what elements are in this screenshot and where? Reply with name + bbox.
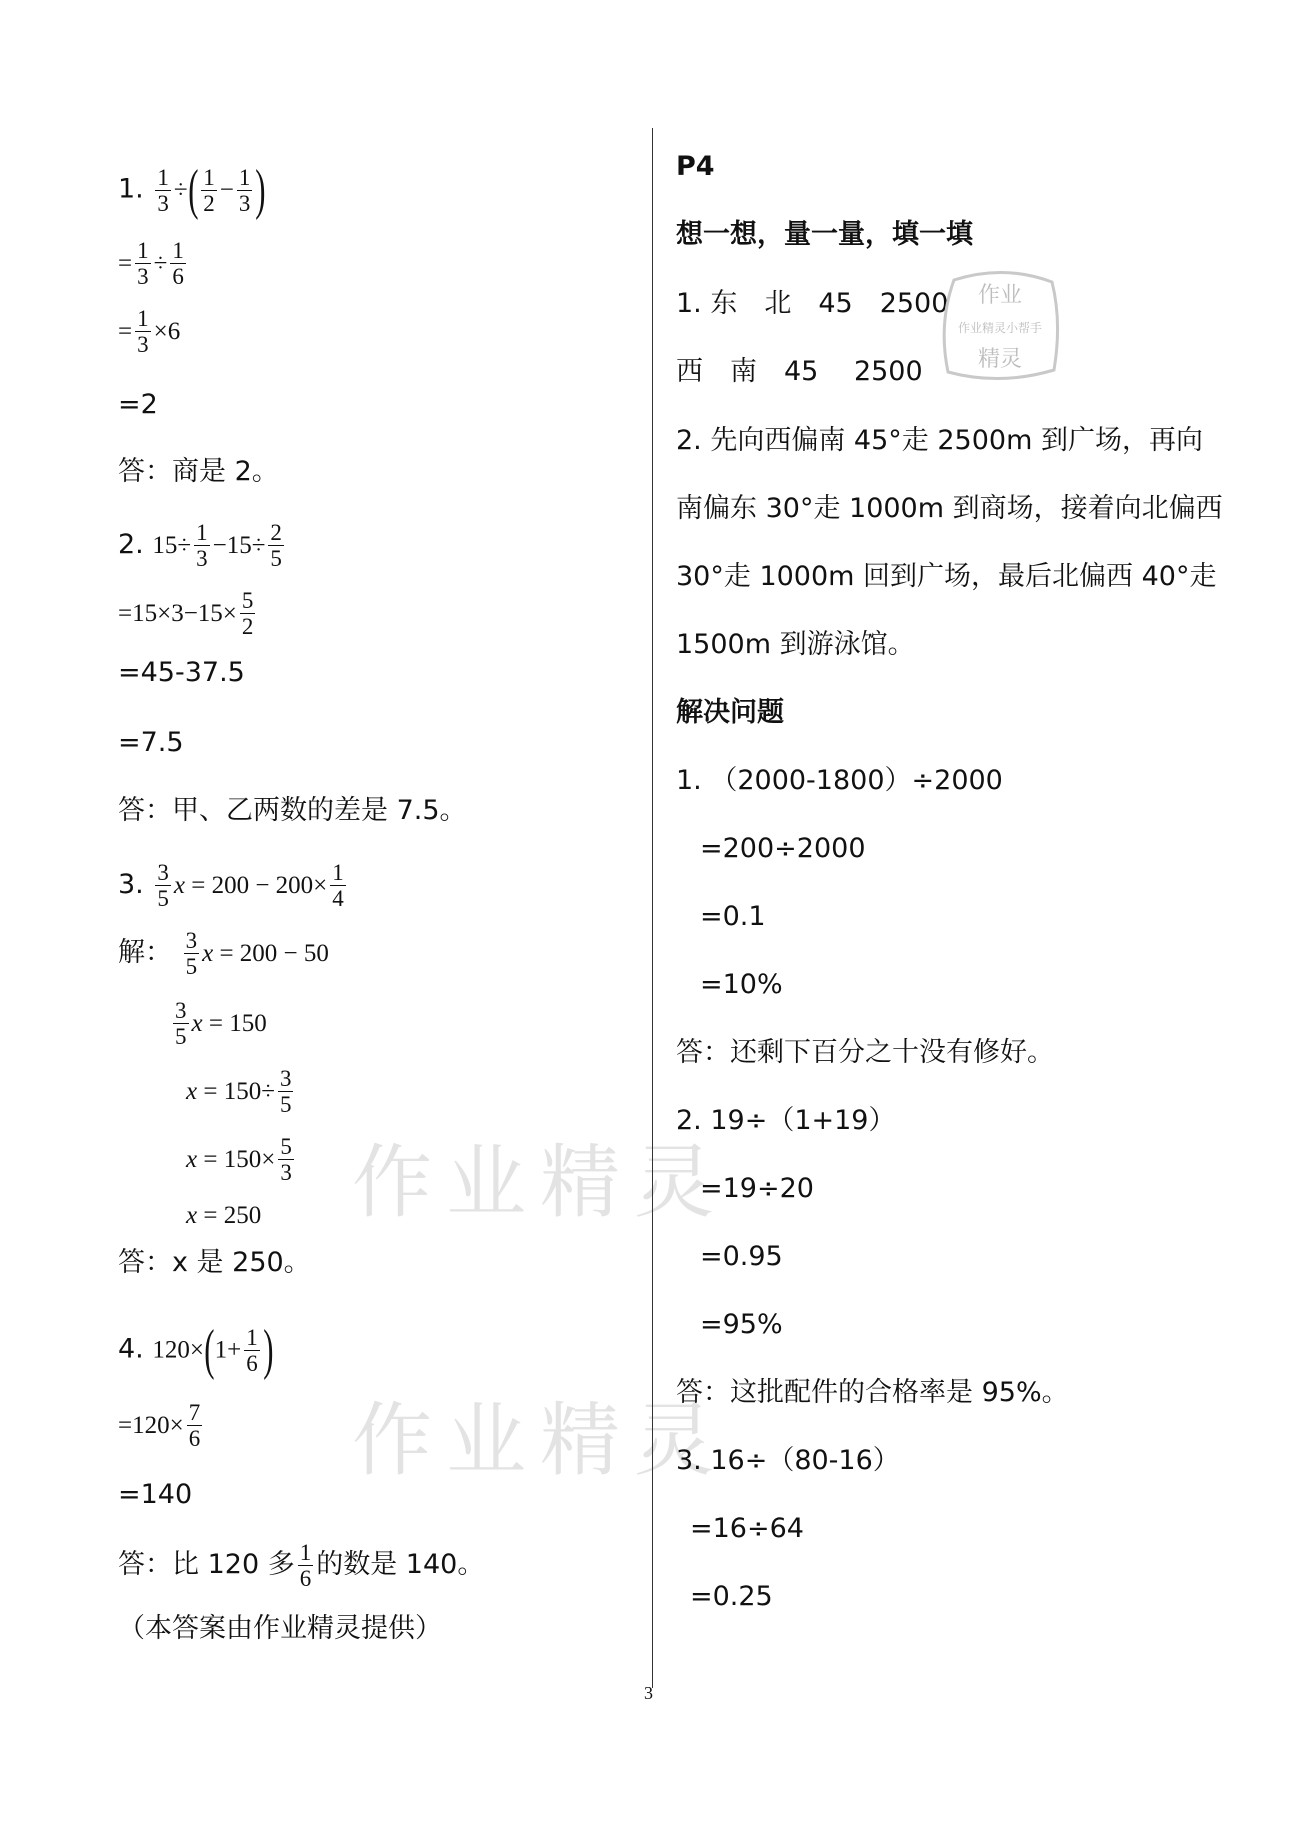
problem-3-line-6: x = 250 bbox=[186, 1202, 262, 1229]
problem-2-line-2: =15×3−15× $\frac{5}{2}$ bbox=[118, 588, 254, 639]
s1-p2-line-1: 2. 先向西偏南 45°走 2500m 到广场，再向 bbox=[676, 425, 1203, 456]
problem-4-line-2: =120× $\frac{7}{6}$ bbox=[118, 1400, 201, 1451]
q3-line-3: =0.25 bbox=[690, 1581, 773, 1612]
page-number: 3 bbox=[644, 1683, 653, 1703]
problem-3-line-4: x = 150÷ $\frac{3}{5}$ bbox=[186, 1066, 292, 1117]
svg-text:作业: 作业 bbox=[977, 283, 1023, 308]
problem-3-line-3: $\frac{3}{5}$ x = 150 bbox=[175, 998, 267, 1049]
problem-1-result: =2 bbox=[118, 389, 158, 420]
problem-1-line-1: 1. $\frac{1}{3}$ ÷( $\frac{1}{2}$ − $\frac{1}{3}$ ) bbox=[118, 159, 266, 221]
q3-line-2: =16÷64 bbox=[690, 1513, 804, 1544]
problem-2-line-1: 2. 15÷ $\frac{1}{3}$ −15÷ $\frac{2}{5}$ bbox=[118, 520, 282, 571]
watermark-text: 作业精灵 bbox=[352, 1136, 728, 1229]
q2-line-4: =95% bbox=[700, 1309, 783, 1340]
q1-answer: 答：还剩下百分之十没有修好。 bbox=[676, 1037, 1054, 1068]
q2-answer: 答：这批配件的合格率是 95%。 bbox=[676, 1377, 1069, 1408]
s1-line-2: 西 南 45 2500 bbox=[676, 356, 923, 387]
problem-4-label: 4. bbox=[118, 1333, 144, 1365]
q1-line-4: =10% bbox=[700, 969, 783, 1000]
problem-3-line-2: 解： $\frac{3}{5}$ x = 200 − 50 bbox=[118, 928, 329, 979]
column-divider bbox=[652, 128, 653, 1688]
problem-2-result: =7.5 bbox=[118, 727, 184, 758]
s1-p2-line-2: 南偏东 30°走 1000m 到商场，接着向北偏西 bbox=[676, 493, 1223, 524]
q2-line-3: =0.95 bbox=[700, 1241, 783, 1272]
q2-line-2: =19÷20 bbox=[700, 1173, 814, 1204]
s1-p2-line-3: 30°走 1000m 回到广场，最后北偏西 40°走 bbox=[676, 561, 1217, 592]
page-label: P4 bbox=[676, 151, 715, 182]
problem-1-answer: 答：商是 2。 bbox=[118, 456, 279, 487]
problem-4-result: =140 bbox=[118, 1479, 193, 1510]
s1-p2-line-4: 1500m 到游泳馆。 bbox=[676, 629, 915, 660]
problem-4-line-1: 4. 120×(1+ $\frac{1}{6}$ ) bbox=[118, 1319, 274, 1381]
q1-line-2: =200÷2000 bbox=[700, 833, 866, 864]
watermark-stamp bbox=[934, 262, 1066, 390]
problem-2-label: 2. bbox=[118, 529, 144, 560]
source-note: （本答案由作业精灵提供） bbox=[118, 1613, 442, 1644]
solve-label: 解： bbox=[118, 937, 172, 968]
svg-text:作业精灵小帮手: 作业精灵小帮手 bbox=[957, 321, 1043, 335]
s1-line-1: 1. 东 北 45 2500 bbox=[676, 288, 949, 319]
problem-3-line-1: 3. $\frac{3}{5}$ x = 200 − 200× $\frac{1}{4}$ bbox=[118, 860, 344, 911]
problem-1-line-2: = $\frac{1}{3}$ ÷ $\frac{1}{6}$ bbox=[118, 238, 184, 289]
problem-2-answer: 答：甲、乙两数的差是 7.5。 bbox=[118, 795, 467, 826]
problem-2-line-3: =45-37.5 bbox=[118, 657, 245, 688]
problem-1-label: 1. bbox=[118, 173, 144, 205]
section-title: 解决问题 bbox=[676, 697, 784, 728]
q1-line-3: =0.1 bbox=[700, 901, 766, 932]
answer-part-b: 的数是 140。 bbox=[316, 1549, 485, 1580]
q3-line-1: 3. 16÷（80-16） bbox=[676, 1445, 900, 1476]
section-title: 想一想，量一量，填一填 bbox=[676, 219, 973, 250]
watermark-text: 作业精灵 bbox=[352, 1394, 728, 1487]
problem-3-line-5: x = 150× $\frac{5}{3}$ bbox=[186, 1134, 292, 1185]
svg-text:精灵: 精灵 bbox=[977, 347, 1023, 372]
problem-1-line-3: = $\frac{1}{3}$ ×6 bbox=[118, 306, 181, 357]
problem-3-label: 3. bbox=[118, 869, 144, 900]
q2-line-1: 2. 19÷（1+19） bbox=[676, 1105, 896, 1136]
q1-line-1: 1. （2000-1800）÷2000 bbox=[676, 765, 1003, 796]
problem-4-answer: 答：比 120 多 $\frac{1}{6}$ 的数是 140。 bbox=[118, 1540, 485, 1591]
answer-part-a: 答：比 120 多 bbox=[118, 1549, 295, 1580]
problem-3-answer: 答：x 是 250。 bbox=[118, 1247, 311, 1278]
